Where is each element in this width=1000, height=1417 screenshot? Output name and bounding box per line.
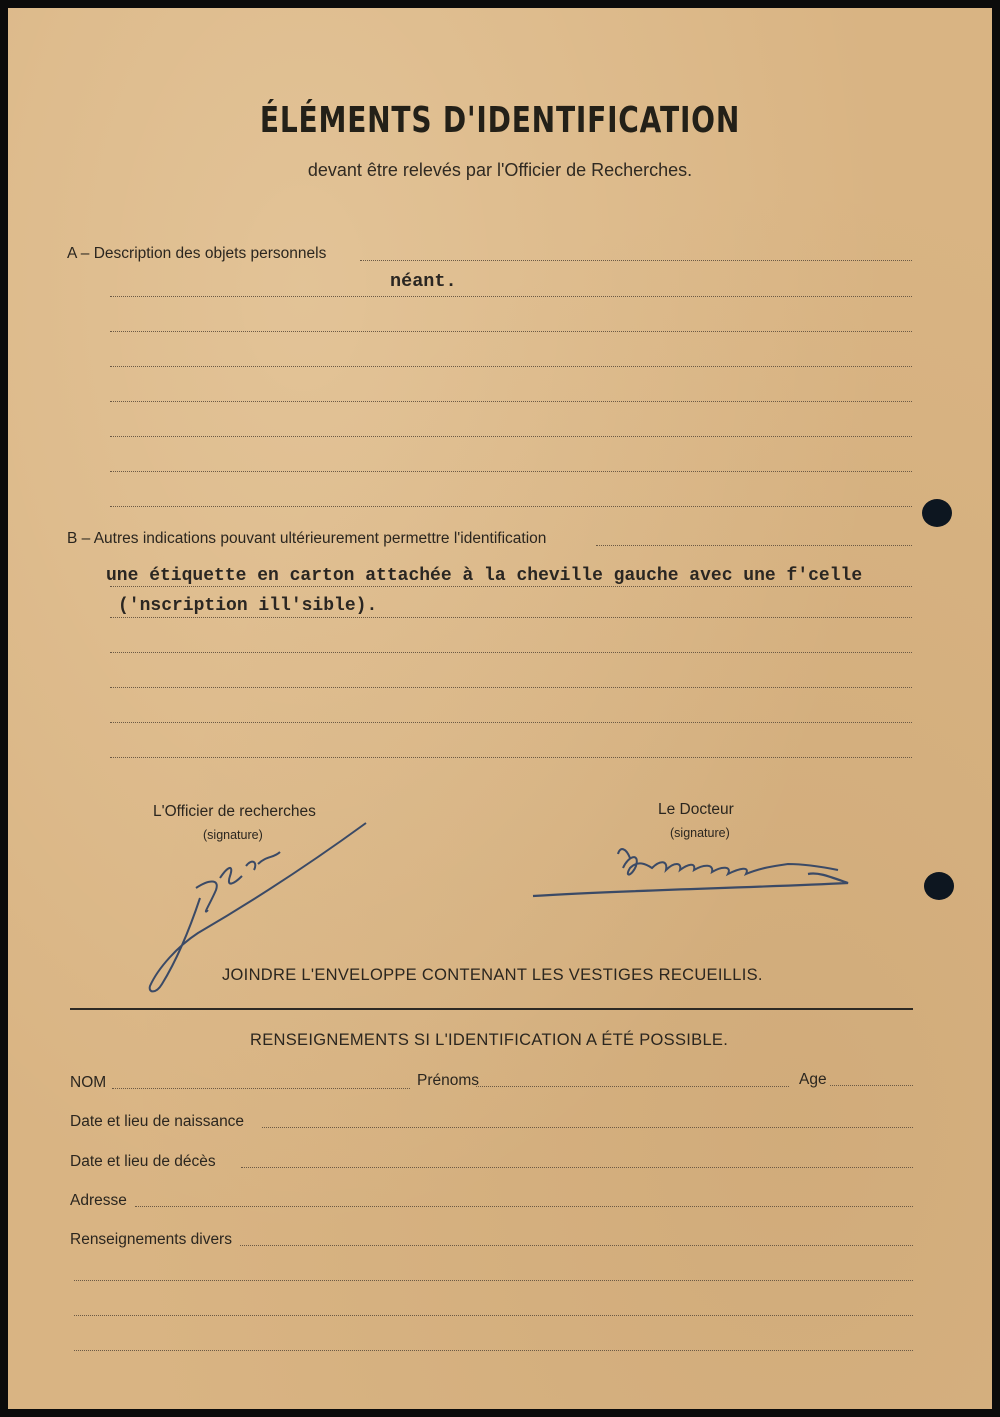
- page-subtitle: devant être relevés par l'Officier de Recherches.: [307, 160, 693, 180]
- section-a-line-2: [110, 331, 912, 332]
- prenoms-label: Prénoms: [417, 1072, 480, 1089]
- page-title: ÉLÉMENTS D'IDENTIFICATION: [259, 100, 741, 141]
- section-b-label: B – Autres indications pouvant ultérieurement permettre l'identification: [67, 530, 547, 547]
- nom-label: NOM: [70, 1074, 107, 1091]
- section-a-line-3: [110, 366, 912, 367]
- section-a-line-5: [110, 436, 912, 437]
- envelope-notice: JOINDRE L'ENVELOPPE CONTENANT LES VESTIGES RECUEILLIS.: [222, 966, 763, 984]
- officer-title: L'Officier de recherches: [153, 803, 316, 820]
- section-b-line-3: [110, 652, 912, 653]
- section-b-line-4: [110, 687, 912, 688]
- section-a-typed-value: néant.: [390, 271, 457, 292]
- adresse-field[interactable]: [135, 1206, 913, 1207]
- divers-field-line-3[interactable]: [74, 1315, 913, 1316]
- section-a-line-0: [360, 260, 912, 261]
- deces-field[interactable]: [241, 1167, 913, 1168]
- section-b-line-2: [110, 617, 912, 618]
- section-b-line-5: [110, 722, 912, 723]
- doctor-signature: [528, 838, 868, 908]
- section-a-line-1: [110, 296, 912, 297]
- age-field[interactable]: [830, 1085, 913, 1086]
- nom-field[interactable]: [112, 1088, 410, 1089]
- doctor-title: Le Docteur: [658, 801, 734, 818]
- deces-label: Date et lieu de décès: [70, 1153, 216, 1170]
- section-a-line-7: [110, 506, 912, 507]
- section-b-line-0: [596, 545, 912, 546]
- divers-field-line-4[interactable]: [74, 1350, 913, 1351]
- naissance-field[interactable]: [262, 1127, 913, 1128]
- section-divider: [70, 1008, 913, 1010]
- section-b-typed-line-2: ('nscription ill'sible).: [118, 596, 378, 616]
- section-a-line-4: [110, 401, 912, 402]
- section-b-typed-line-1: une étiquette en carton attachée à la cheville gauche avec une f'celle: [106, 566, 863, 586]
- divers-field-line-2[interactable]: [74, 1280, 913, 1281]
- naissance-label: Date et lieu de naissance: [70, 1113, 245, 1130]
- punch-hole-top: [922, 499, 952, 527]
- divers-field-line-1[interactable]: [240, 1245, 913, 1246]
- divers-label: Renseignements divers: [70, 1231, 232, 1248]
- section-a-label: A – Description des objets personnels: [67, 245, 327, 262]
- section-b-line-6: [110, 757, 912, 758]
- adresse-label: Adresse: [70, 1192, 127, 1209]
- identification-heading: RENSEIGNEMENTS SI L'IDENTIFICATION A ÉTÉ POSSIBLE.: [250, 1031, 729, 1049]
- section-b-line-1: [110, 586, 912, 587]
- form-sheet: [8, 8, 992, 1409]
- section-a-line-6: [110, 471, 912, 472]
- doctor-signature-hint: (signature): [670, 826, 730, 840]
- age-label: Age: [799, 1071, 827, 1088]
- officer-signature-hint: (signature): [203, 828, 263, 842]
- punch-hole-bottom: [924, 872, 954, 900]
- prenoms-field[interactable]: [476, 1086, 789, 1087]
